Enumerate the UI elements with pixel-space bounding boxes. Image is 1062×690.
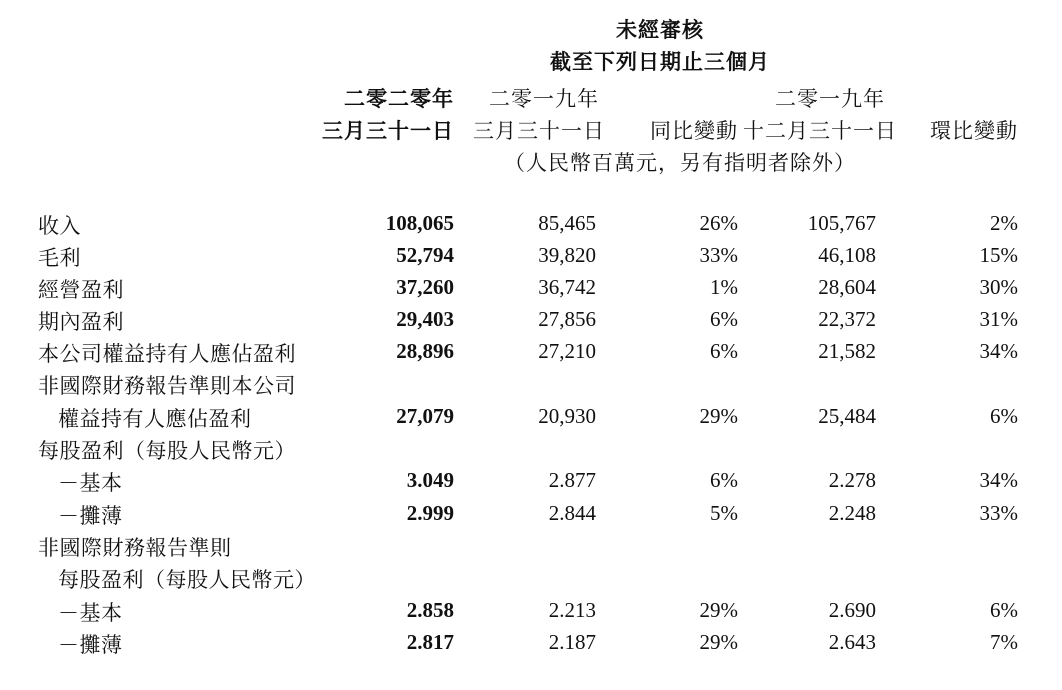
col4-header-year: 二零一九年 (775, 87, 885, 111)
table-cell-col2: 2.877 (548, 468, 596, 492)
col1-header-year: 二零二零年 (344, 86, 454, 111)
row-label: 非國際財務報告準則 (38, 536, 232, 560)
table-cell-col1: 2.858 (406, 598, 454, 622)
table-cell-col3: 6% (710, 468, 738, 492)
row-label: 期內盈利 (38, 310, 124, 334)
col5-header-qoq: 環比變動 (930, 119, 1018, 143)
table-cell-col1: 3.049 (406, 468, 454, 492)
row-label: 非國際財務報告準則本公司 (38, 374, 296, 398)
table-cell-col4: 25,484 (818, 404, 876, 428)
table-cell-col4: 28,604 (818, 275, 876, 299)
table-cell-col3: 1% (710, 275, 738, 299)
col2-header-date: 三月三十一日 (473, 119, 605, 143)
table-cell-col5: 31% (979, 307, 1018, 331)
table-cell-col4: 22,372 (818, 307, 876, 331)
table-cell-col5: 2% (990, 211, 1018, 235)
table-cell-col1: 2.999 (406, 501, 454, 525)
table-cell-col1: 37,260 (396, 275, 454, 299)
table-cell-col4: 46,108 (818, 243, 876, 267)
table-cell-col4: 2.690 (828, 598, 876, 622)
table-cell-col3: 33% (699, 243, 738, 267)
col4-header-date: 十二月三十一日 (743, 119, 897, 143)
table-cell-col5: 7% (990, 630, 1018, 654)
table-cell-col4: 2.248 (828, 501, 876, 525)
table-cell-col5: 6% (990, 598, 1018, 622)
row-label: 經營盈利 (38, 278, 124, 302)
table-cell-col1: 52,794 (396, 243, 454, 267)
table-cell-col3: 29% (699, 598, 738, 622)
row-label: 本公司權益持有人應佔盈利 (38, 342, 296, 366)
table-cell-col1: 2.817 (406, 630, 454, 654)
table-cell-col4: 2.278 (828, 468, 876, 492)
table-cell-col2: 2.844 (548, 501, 596, 525)
table-cell-col3: 26% (699, 211, 738, 235)
table-cell-col2: 85,465 (538, 211, 596, 235)
table-cell-col3: 6% (710, 307, 738, 331)
table-cell-col4: 2.643 (828, 630, 876, 654)
row-label: －基本 (58, 471, 123, 495)
table-cell-col2: 20,930 (538, 404, 596, 428)
row-label: 收入 (38, 214, 81, 238)
table-cell-col1: 27,079 (396, 404, 454, 428)
col3-header-yoy: 同比變動 (650, 119, 738, 143)
table-cell-col3: 6% (710, 339, 738, 363)
table-cell-col5: 6% (990, 404, 1018, 428)
row-label: －攤薄 (58, 504, 123, 528)
row-label: －攤薄 (58, 633, 123, 657)
unit-note: （人民幣百萬元，另有指明者除外） (504, 151, 856, 175)
table-cell-col5: 33% (979, 501, 1018, 525)
unaudited-heading: 未經審核 (616, 17, 704, 42)
table-cell-col1: 28,896 (396, 339, 454, 363)
table-cell-col5: 30% (979, 275, 1018, 299)
row-label: 權益持有人應佔盈利 (58, 407, 252, 431)
row-label: －基本 (58, 601, 123, 625)
table-cell-col4: 21,582 (818, 339, 876, 363)
table-cell-col3: 29% (699, 404, 738, 428)
table-cell-col3: 29% (699, 630, 738, 654)
col2-header-year: 二零一九年 (489, 87, 599, 111)
row-label: 每股盈利（每股人民幣元） (58, 568, 316, 592)
row-label: 毛利 (38, 246, 81, 270)
col1-header-date: 三月三十一日 (322, 118, 454, 143)
table-cell-col4: 105,767 (807, 211, 876, 235)
table-cell-col2: 2.187 (548, 630, 596, 654)
table-cell-col2: 36,742 (538, 275, 596, 299)
row-label: 每股盈利（每股人民幣元） (38, 439, 296, 463)
table-cell-col3: 5% (710, 501, 738, 525)
table-cell-col1: 29,403 (396, 307, 454, 331)
table-cell-col1: 108,065 (385, 211, 454, 235)
table-cell-col2: 2.213 (548, 598, 596, 622)
table-cell-col2: 39,820 (538, 243, 596, 267)
table-cell-col2: 27,210 (538, 339, 596, 363)
table-cell-col5: 34% (979, 339, 1018, 363)
table-cell-col5: 15% (979, 243, 1018, 267)
period-heading: 截至下列日期止三個月 (550, 49, 770, 74)
table-cell-col2: 27,856 (538, 307, 596, 331)
table-cell-col5: 34% (979, 468, 1018, 492)
